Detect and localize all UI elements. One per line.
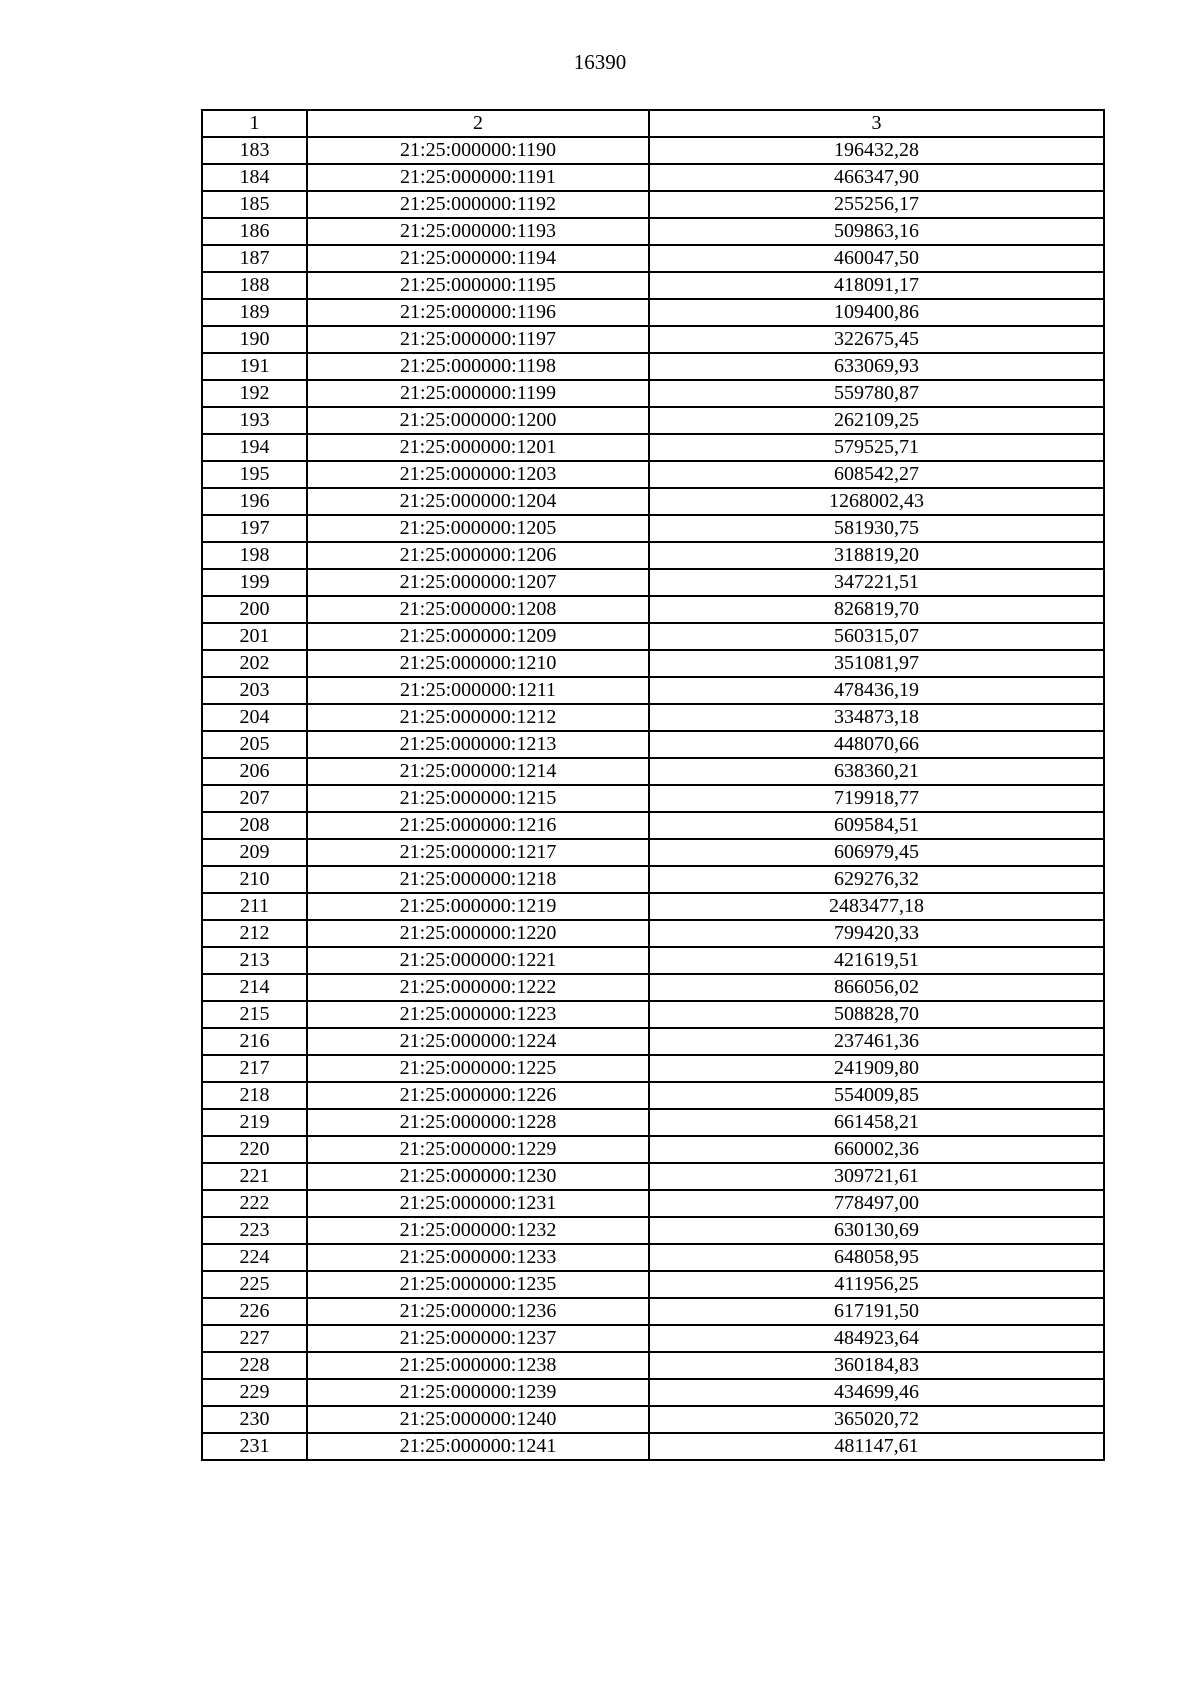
- value-cell: 460047,50: [649, 245, 1104, 272]
- row-number-cell: 220: [202, 1136, 307, 1163]
- table-row: [202, 542, 1104, 569]
- value-cell: 309721,61: [649, 1163, 1104, 1190]
- table-row: [202, 218, 1104, 245]
- cadastral-number-cell: 21:25:000000:1218: [307, 866, 649, 893]
- cadastral-number-cell: 21:25:000000:1217: [307, 839, 649, 866]
- table-row: [202, 1298, 1104, 1325]
- row-number-cell: 202: [202, 650, 307, 677]
- cadastral-number-cell: 21:25:000000:1229: [307, 1136, 649, 1163]
- value-cell: 606979,45: [649, 839, 1104, 866]
- row-number-cell: 223: [202, 1217, 307, 1244]
- cadastral-number-cell: 21:25:000000:1200: [307, 407, 649, 434]
- table-row: [202, 1217, 1104, 1244]
- table-row: [202, 596, 1104, 623]
- row-number-cell: 219: [202, 1109, 307, 1136]
- table-row: [202, 1136, 1104, 1163]
- cadastral-number-cell: 21:25:000000:1210: [307, 650, 649, 677]
- table-row: [202, 839, 1104, 866]
- row-number-cell: 188: [202, 272, 307, 299]
- row-number-cell: 214: [202, 974, 307, 1001]
- table-row: [202, 1433, 1104, 1460]
- cadastral-number-cell: 21:25:000000:1226: [307, 1082, 649, 1109]
- cadastral-number-cell: 21:25:000000:1235: [307, 1271, 649, 1298]
- cadastral-number-cell: 21:25:000000:1206: [307, 542, 649, 569]
- cadastral-number-cell: 21:25:000000:1214: [307, 758, 649, 785]
- row-number-cell: 213: [202, 947, 307, 974]
- value-cell: 608542,27: [649, 461, 1104, 488]
- row-number-cell: 197: [202, 515, 307, 542]
- cadastral-number-cell: 21:25:000000:1238: [307, 1352, 649, 1379]
- table-row: [202, 164, 1104, 191]
- cadastral-number-cell: 21:25:000000:1223: [307, 1001, 649, 1028]
- row-number-cell: 208: [202, 812, 307, 839]
- table-row: [202, 893, 1104, 920]
- row-number-cell: 195: [202, 461, 307, 488]
- value-cell: 237461,36: [649, 1028, 1104, 1055]
- table-body: [202, 137, 1104, 1460]
- value-cell: 609584,51: [649, 812, 1104, 839]
- value-cell: 648058,95: [649, 1244, 1104, 1271]
- row-number-cell: 212: [202, 920, 307, 947]
- table-row: [202, 326, 1104, 353]
- row-number-cell: 216: [202, 1028, 307, 1055]
- row-number-cell: 194: [202, 434, 307, 461]
- row-number-cell: 199: [202, 569, 307, 596]
- cadastral-number-cell: 21:25:000000:1211: [307, 677, 649, 704]
- row-number-cell: 192: [202, 380, 307, 407]
- table-row: [202, 623, 1104, 650]
- row-number-cell: 186: [202, 218, 307, 245]
- page-number: 16390: [573, 50, 627, 74]
- value-cell: 1268002,43: [649, 488, 1104, 515]
- row-number-cell: 184: [202, 164, 307, 191]
- cadastral-number-cell: 21:25:000000:1191: [307, 164, 649, 191]
- table-row: [202, 380, 1104, 407]
- table-row: [202, 677, 1104, 704]
- value-cell: 418091,17: [649, 272, 1104, 299]
- cadastral-number-cell: 21:25:000000:1199: [307, 380, 649, 407]
- row-number-cell: 215: [202, 1001, 307, 1028]
- cadastral-number-cell: 21:25:000000:1205: [307, 515, 649, 542]
- row-number-cell: 190: [202, 326, 307, 353]
- value-cell: 434699,46: [649, 1379, 1104, 1406]
- row-number-cell: 222: [202, 1190, 307, 1217]
- cadastral-number-cell: 21:25:000000:1240: [307, 1406, 649, 1433]
- cadastral-number-cell: 21:25:000000:1241: [307, 1433, 649, 1460]
- row-number-cell: 196: [202, 488, 307, 515]
- value-cell: 826819,70: [649, 596, 1104, 623]
- value-cell: 241909,80: [649, 1055, 1104, 1082]
- table-row: [202, 461, 1104, 488]
- value-cell: 109400,86: [649, 299, 1104, 326]
- cadastral-number-cell: 21:25:000000:1233: [307, 1244, 649, 1271]
- row-number-cell: 231: [202, 1433, 307, 1460]
- cadastral-number-cell: 21:25:000000:1231: [307, 1190, 649, 1217]
- table-row: [202, 1244, 1104, 1271]
- value-cell: 554009,85: [649, 1082, 1104, 1109]
- row-number-cell: 198: [202, 542, 307, 569]
- value-cell: 322675,45: [649, 326, 1104, 353]
- value-cell: 660002,36: [649, 1136, 1104, 1163]
- cadastral-number-cell: 21:25:000000:1239: [307, 1379, 649, 1406]
- value-cell: 581930,75: [649, 515, 1104, 542]
- table-row: [202, 191, 1104, 218]
- row-number-cell: 191: [202, 353, 307, 380]
- row-number-cell: 200: [202, 596, 307, 623]
- value-cell: 318819,20: [649, 542, 1104, 569]
- cadastral-number-cell: 21:25:000000:1201: [307, 434, 649, 461]
- value-cell: 560315,07: [649, 623, 1104, 650]
- row-number-cell: 193: [202, 407, 307, 434]
- cadastral-number-cell: 21:25:000000:1232: [307, 1217, 649, 1244]
- row-number-cell: 218: [202, 1082, 307, 1109]
- table-row: [202, 812, 1104, 839]
- value-cell: 508828,70: [649, 1001, 1104, 1028]
- value-cell: 360184,83: [649, 1352, 1104, 1379]
- row-number-cell: 206: [202, 758, 307, 785]
- cadastral-number-cell: 21:25:000000:1216: [307, 812, 649, 839]
- value-cell: 866056,02: [649, 974, 1104, 1001]
- value-cell: 719918,77: [649, 785, 1104, 812]
- row-number-cell: 210: [202, 866, 307, 893]
- cadastral-number-cell: 21:25:000000:1221: [307, 947, 649, 974]
- table-row: [202, 1082, 1104, 1109]
- cadastral-number-cell: 21:25:000000:1237: [307, 1325, 649, 1352]
- row-number-cell: 229: [202, 1379, 307, 1406]
- row-number-cell: 207: [202, 785, 307, 812]
- value-cell: 2483477,18: [649, 893, 1104, 920]
- row-number-cell: 209: [202, 839, 307, 866]
- table-row: [202, 920, 1104, 947]
- table-row: [202, 1271, 1104, 1298]
- value-cell: 351081,97: [649, 650, 1104, 677]
- value-cell: 262109,25: [649, 407, 1104, 434]
- table-row: [202, 569, 1104, 596]
- table-row: [202, 1163, 1104, 1190]
- cadastral-number-cell: 21:25:000000:1209: [307, 623, 649, 650]
- cadastral-number-cell: 21:25:000000:1195: [307, 272, 649, 299]
- cadastral-number-cell: 21:25:000000:1213: [307, 731, 649, 758]
- row-number-cell: 189: [202, 299, 307, 326]
- cadastral-number-cell: 21:25:000000:1197: [307, 326, 649, 353]
- cadastral-number-cell: 21:25:000000:1192: [307, 191, 649, 218]
- table-row: [202, 1055, 1104, 1082]
- value-cell: 481147,61: [649, 1433, 1104, 1460]
- row-number-cell: 185: [202, 191, 307, 218]
- row-number-cell: 228: [202, 1352, 307, 1379]
- table-row: [202, 299, 1104, 326]
- value-cell: 196432,28: [649, 137, 1104, 164]
- header-col-2: 2: [307, 110, 649, 137]
- cadastral-number-cell: 21:25:000000:1198: [307, 353, 649, 380]
- cadastral-number-cell: 21:25:000000:1190: [307, 137, 649, 164]
- cadastral-number-cell: 21:25:000000:1204: [307, 488, 649, 515]
- value-cell: 484923,64: [649, 1325, 1104, 1352]
- table-row: [202, 353, 1104, 380]
- header-row: [202, 110, 1104, 137]
- table-row: [202, 1406, 1104, 1433]
- table-row: [202, 272, 1104, 299]
- cadastral-number-cell: 21:25:000000:1203: [307, 461, 649, 488]
- table-header: [202, 110, 1104, 137]
- value-cell: 778497,00: [649, 1190, 1104, 1217]
- row-number-cell: 201: [202, 623, 307, 650]
- table-row: [202, 947, 1104, 974]
- cadastral-number-cell: 21:25:000000:1228: [307, 1109, 649, 1136]
- value-cell: 661458,21: [649, 1109, 1104, 1136]
- row-number-cell: 226: [202, 1298, 307, 1325]
- cadastral-number-cell: 21:25:000000:1222: [307, 974, 649, 1001]
- cadastral-number-cell: 21:25:000000:1207: [307, 569, 649, 596]
- table-row: [202, 1028, 1104, 1055]
- header-col-1: 1: [202, 110, 307, 137]
- row-number-cell: 203: [202, 677, 307, 704]
- row-number-cell: 230: [202, 1406, 307, 1433]
- value-cell: 466347,90: [649, 164, 1104, 191]
- row-number-cell: 183: [202, 137, 307, 164]
- table-row: [202, 434, 1104, 461]
- table-row: [202, 785, 1104, 812]
- cadastral-number-cell: 21:25:000000:1224: [307, 1028, 649, 1055]
- cadastral-number-cell: 21:25:000000:1193: [307, 218, 649, 245]
- table-row: [202, 1109, 1104, 1136]
- row-number-cell: 204: [202, 704, 307, 731]
- value-cell: 334873,18: [649, 704, 1104, 731]
- cadastral-number-cell: 21:25:000000:1208: [307, 596, 649, 623]
- cadastral-number-cell: 21:25:000000:1219: [307, 893, 649, 920]
- row-number-cell: 217: [202, 1055, 307, 1082]
- table-row: [202, 731, 1104, 758]
- cadastral-number-cell: 21:25:000000:1220: [307, 920, 649, 947]
- row-number-cell: 187: [202, 245, 307, 272]
- table-row: [202, 515, 1104, 542]
- table-row: [202, 488, 1104, 515]
- value-cell: 365020,72: [649, 1406, 1104, 1433]
- header-col-3: 3: [649, 110, 1104, 137]
- table-row: [202, 974, 1104, 1001]
- cadastral-number-cell: 21:25:000000:1215: [307, 785, 649, 812]
- cadastral-number-cell: 21:25:000000:1230: [307, 1163, 649, 1190]
- table-row: [202, 407, 1104, 434]
- table-row: [202, 1379, 1104, 1406]
- table-row: [202, 1325, 1104, 1352]
- data-table: [201, 109, 1105, 1461]
- row-number-cell: 224: [202, 1244, 307, 1271]
- cadastral-number-cell: 21:25:000000:1212: [307, 704, 649, 731]
- value-cell: 478436,19: [649, 677, 1104, 704]
- value-cell: 630130,69: [649, 1217, 1104, 1244]
- value-cell: 799420,33: [649, 920, 1104, 947]
- value-cell: 347221,51: [649, 569, 1104, 596]
- row-number-cell: 205: [202, 731, 307, 758]
- table-row: [202, 1001, 1104, 1028]
- value-cell: 638360,21: [649, 758, 1104, 785]
- table-row: [202, 245, 1104, 272]
- value-cell: 633069,93: [649, 353, 1104, 380]
- table-row: [202, 650, 1104, 677]
- table-row: [202, 1352, 1104, 1379]
- row-number-cell: 225: [202, 1271, 307, 1298]
- value-cell: 629276,32: [649, 866, 1104, 893]
- row-number-cell: 221: [202, 1163, 307, 1190]
- value-cell: 509863,16: [649, 218, 1104, 245]
- table-row: [202, 1190, 1104, 1217]
- value-cell: 411956,25: [649, 1271, 1104, 1298]
- row-number-cell: 227: [202, 1325, 307, 1352]
- value-cell: 448070,66: [649, 731, 1104, 758]
- row-number-cell: 211: [202, 893, 307, 920]
- cadastral-number-cell: 21:25:000000:1225: [307, 1055, 649, 1082]
- value-cell: 421619,51: [649, 947, 1104, 974]
- value-cell: 255256,17: [649, 191, 1104, 218]
- value-cell: 559780,87: [649, 380, 1104, 407]
- table-row: [202, 137, 1104, 164]
- table-row: [202, 866, 1104, 893]
- value-cell: 579525,71: [649, 434, 1104, 461]
- table-row: [202, 704, 1104, 731]
- cadastral-number-cell: 21:25:000000:1236: [307, 1298, 649, 1325]
- cadastral-number-cell: 21:25:000000:1196: [307, 299, 649, 326]
- value-cell: 617191,50: [649, 1298, 1104, 1325]
- cadastral-number-cell: 21:25:000000:1194: [307, 245, 649, 272]
- table-row: [202, 758, 1104, 785]
